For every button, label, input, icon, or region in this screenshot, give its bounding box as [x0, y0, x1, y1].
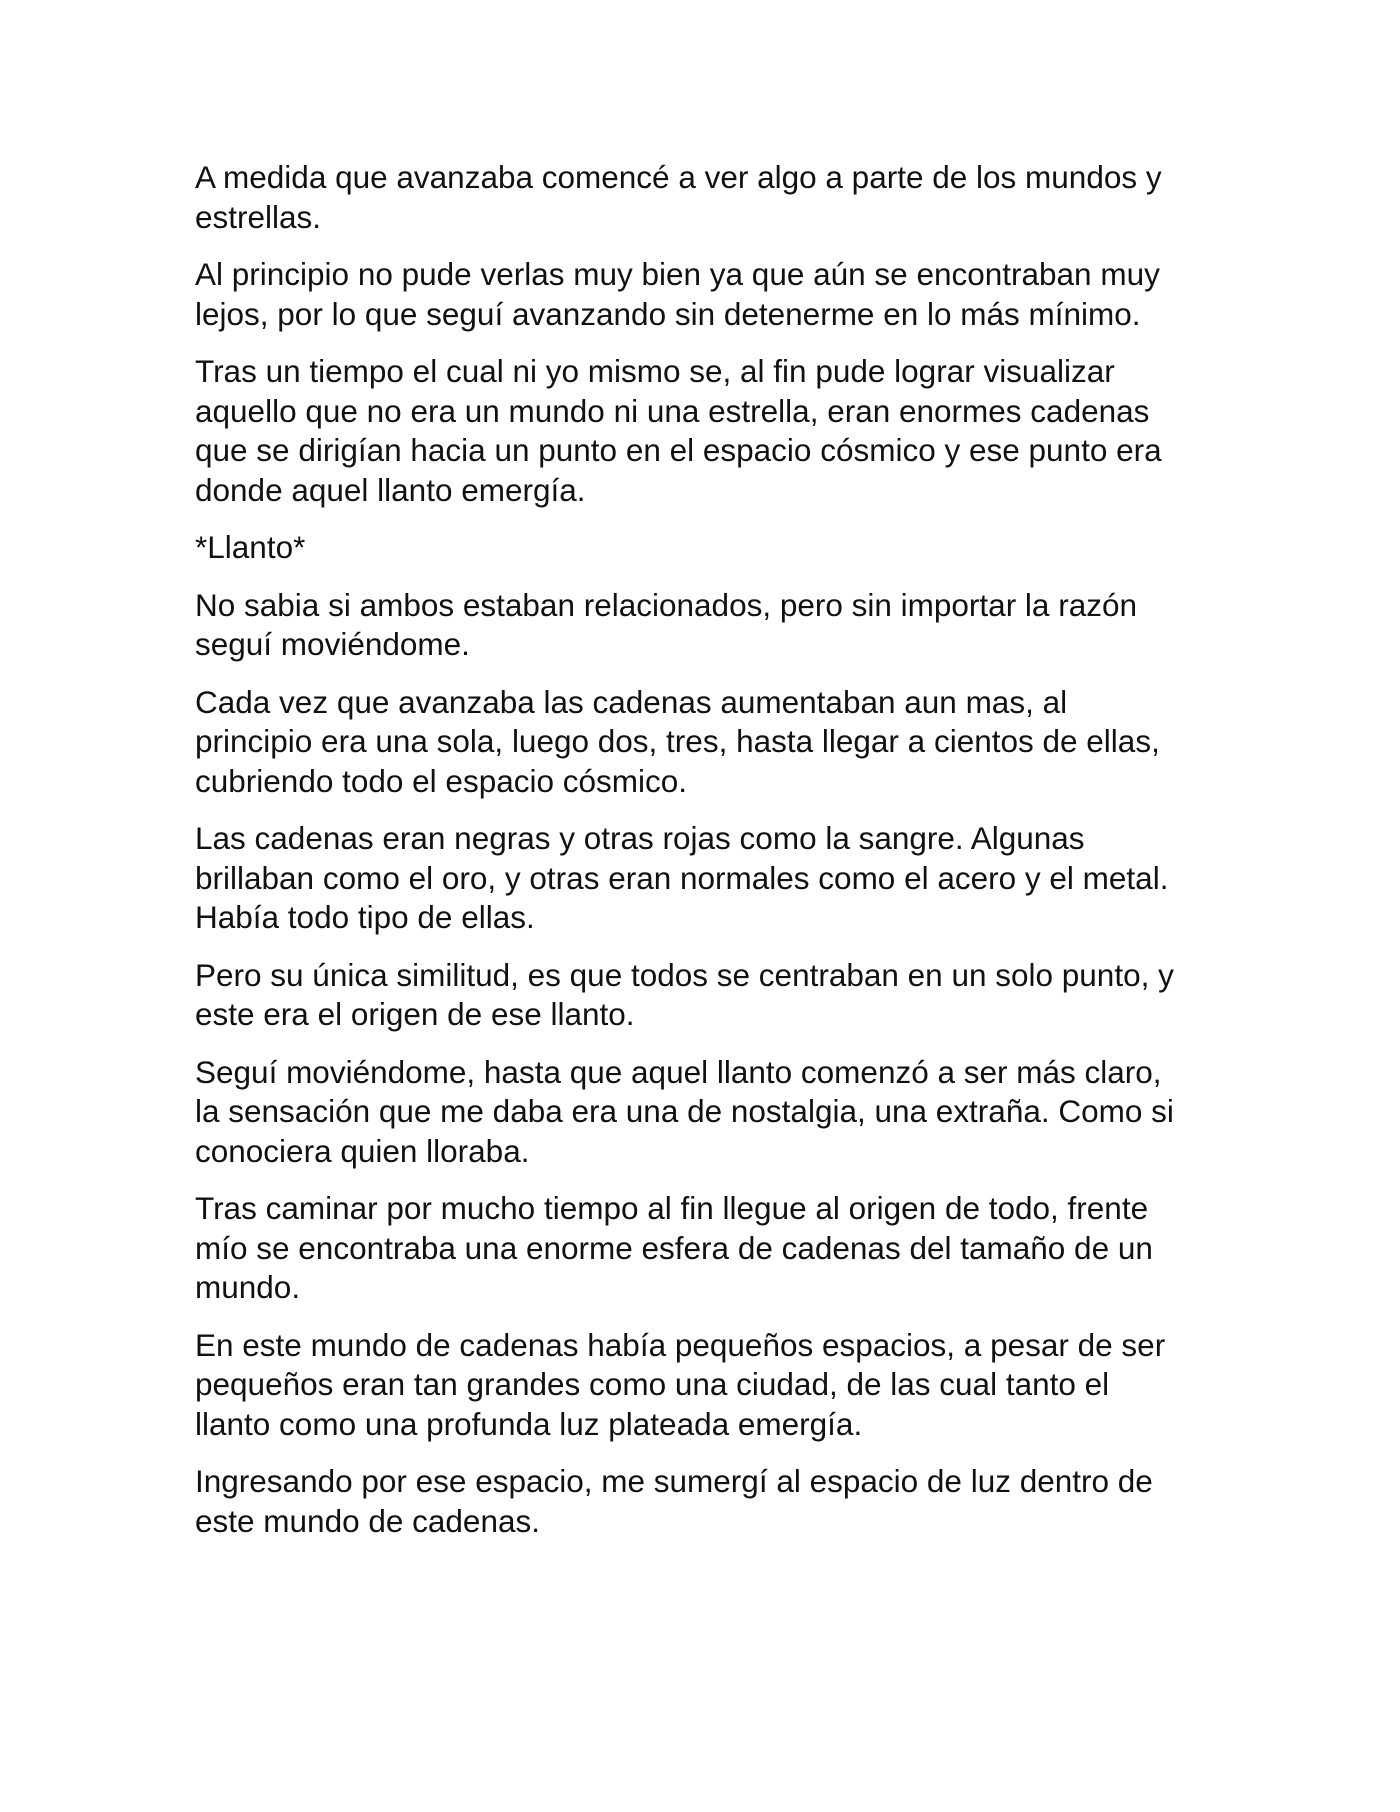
paragraph: Cada vez que avanzaba las cadenas aumentaban aun mas, al principio era una sola, luego dos, tres, hasta llegar a cientos de ellas, cubriendo todo el espacio cósmico. [195, 683, 1160, 799]
document-body [195, 158, 1225, 1559]
paragraph: *Llanto* [195, 529, 306, 565]
paragraph: No sabia si ambos estaban relacionados, pero sin importar la razón seguí moviéndome. [195, 586, 1138, 662]
paragraph: En este mundo de cadenas había pequeños espacios, a pesar de ser pequeños eran tan grandes como una ciudad, de las cual tanto el llanto como una profunda luz plateada emergía. [195, 1326, 1166, 1442]
paragraph: Seguí moviéndome, hasta que aquel llanto comenzó a ser más claro, la sensación que me daba era una de nostalgia, una extraña. Como si conociera quien lloraba. [195, 1053, 1174, 1169]
paragraph: Ingresando por ese espacio, me sumergí al espacio de luz dentro de este mundo de cadenas. [195, 1463, 1153, 1539]
paragraph: Las cadenas eran negras y otras rojas como la sangre. Algunas brillaban como el oro, y otras eran normales como el acero y el metal. Había todo tipo de ellas. [195, 820, 1169, 935]
paragraph: A medida que avanzaba comencé a ver algo a parte de los mundos y estrellas. [195, 159, 1162, 235]
paragraph: Tras caminar por mucho tiempo al fin llegue al origen de todo, frente mío se encontraba una enorme esfera de cadenas del tamaño de un mundo. [195, 1190, 1153, 1305]
paragraph: Tras un tiempo el cual ni yo mismo se, al fin pude lograr visualizar aquello que no era un mundo ni una estrella, eran enormes cadenas que se dirigían hacia un punto en el espacio cósmico y ese punto era donde aquel llanto emergía. [195, 353, 1162, 508]
paragraph: Al principio no pude verlas muy bien ya que aún se encontraban muy lejos, por lo que seguí avanzando sin detenerme en lo más mínimo. [195, 256, 1160, 332]
paragraph: Pero su única similitud, es que todos se centraban en un solo punto, y este era el origen de ese llanto. [195, 956, 1174, 1032]
